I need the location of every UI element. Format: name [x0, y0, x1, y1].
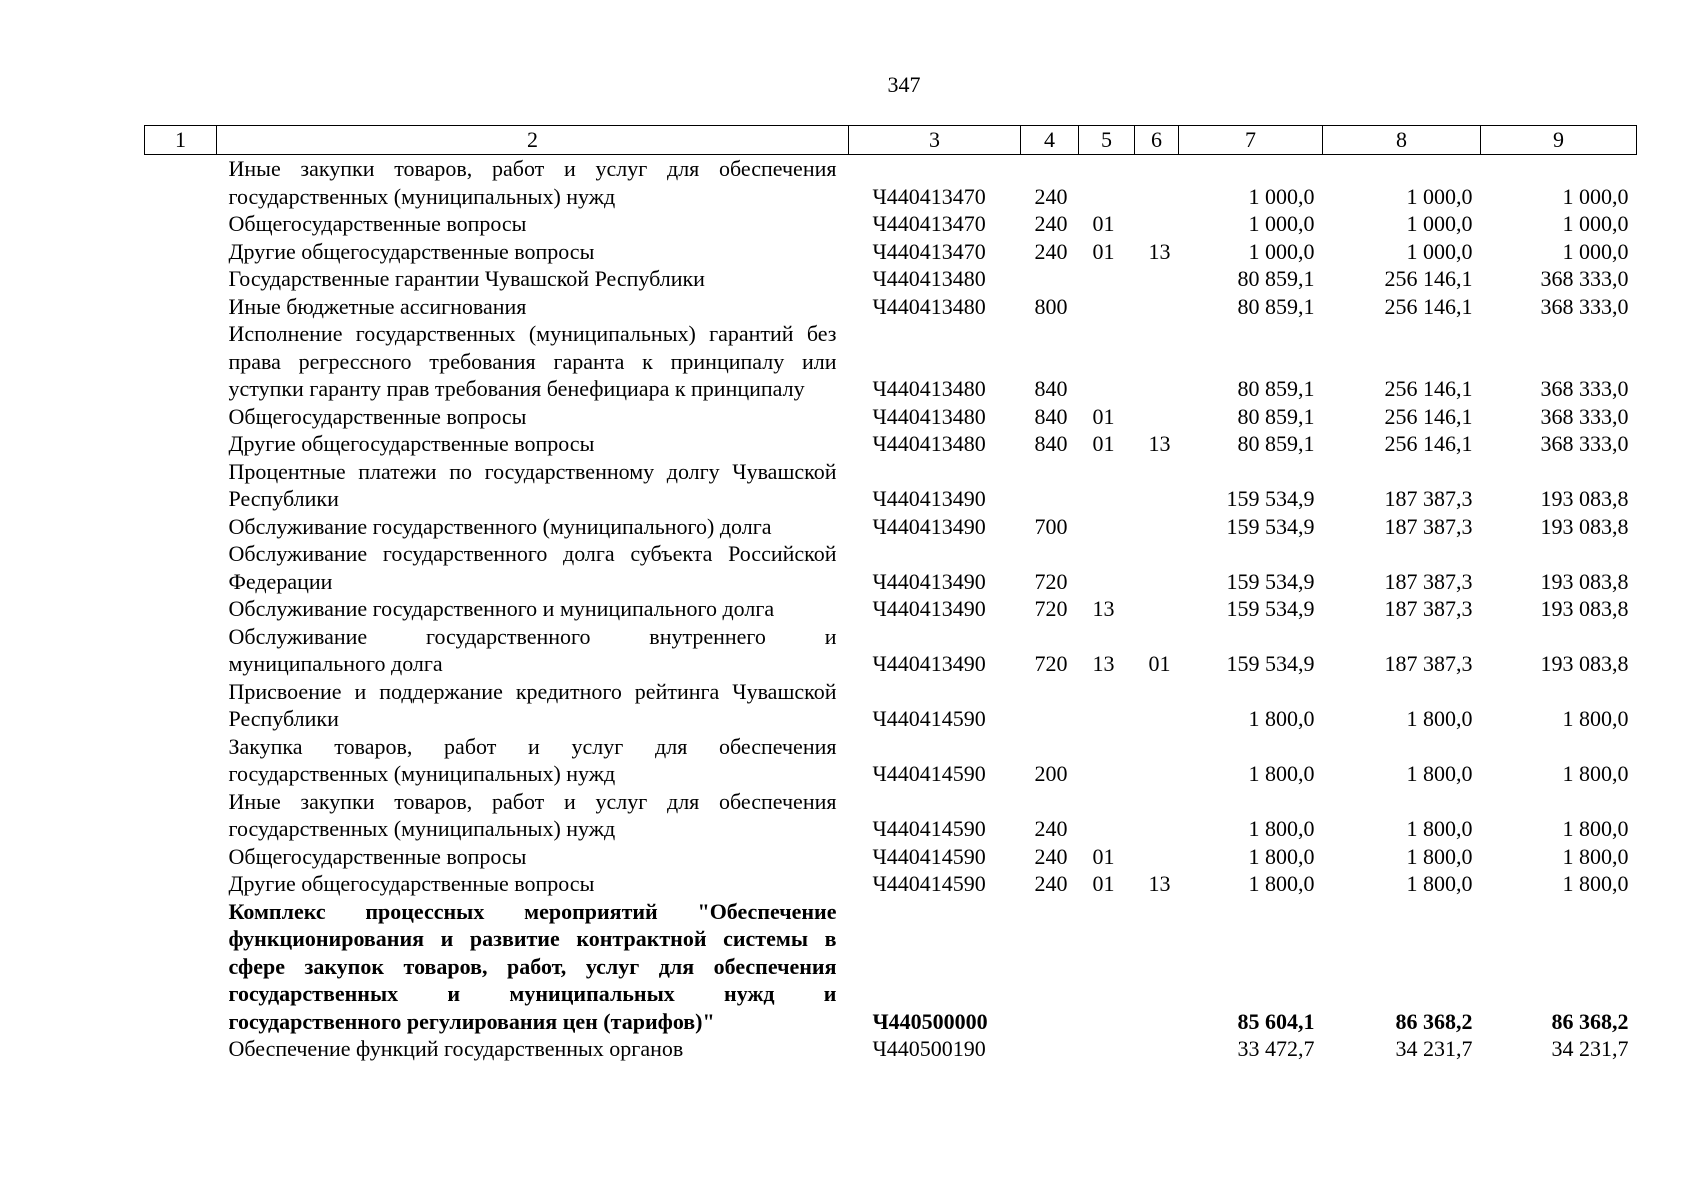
header-col-4: 4 — [1021, 126, 1079, 155]
row-value-3: 1 800,0 — [1562, 761, 1629, 786]
header-col-7: 7 — [1179, 126, 1323, 155]
row-pr — [1135, 595, 1179, 623]
row-code: Ч440413480 — [872, 431, 986, 456]
budget-table — [144, 125, 1637, 1063]
row-name: Обслуживание государственного долга субъекта Российской Федерации — [228, 541, 837, 594]
row-value-3: 193 083,8 — [1540, 596, 1629, 621]
row-rz: 01 — [1092, 211, 1115, 236]
row-value-3: 193 083,8 — [1540, 568, 1629, 594]
row-value-2: 187 387,3 — [1384, 513, 1473, 539]
row-name: Иные закупки товаров, работ и услуг для обеспечения государственных (муниципальных) нужд — [228, 788, 837, 841]
row-col-1 — [145, 595, 217, 623]
row-value-3: 193 083,8 — [1540, 486, 1629, 511]
row-value-1: 159 534,9 — [1226, 651, 1315, 676]
row-value-1: 159 534,9 — [1226, 596, 1315, 621]
row-pr — [1135, 678, 1179, 733]
header-col-3: 3 — [849, 126, 1021, 155]
row-vr — [1021, 458, 1079, 513]
row-value-2: 1 800,0 — [1406, 761, 1473, 786]
row-vr: 720 — [1034, 596, 1068, 621]
row-vr: 240 — [1034, 843, 1068, 869]
table-row — [145, 623, 1637, 678]
row-rz — [1079, 788, 1135, 843]
row-rz — [1079, 540, 1135, 595]
page-number: 347 — [887, 72, 921, 97]
row-col-1 — [145, 870, 217, 898]
row-col-1 — [145, 898, 217, 1036]
table-row — [145, 898, 1637, 1036]
row-value-1: 159 534,9 — [1226, 513, 1315, 539]
row-value-1: 1 800,0 — [1248, 871, 1315, 896]
row-code: Ч440500000 — [872, 1008, 988, 1034]
row-value-2: 256 146,1 — [1384, 431, 1473, 456]
table-row — [145, 238, 1637, 266]
header-col-6: 6 — [1135, 126, 1179, 155]
row-value-3: 86 368,2 — [1551, 1008, 1629, 1034]
row-col-1 — [145, 210, 217, 238]
row-code: Ч440413490 — [872, 486, 986, 511]
row-vr: 800 — [1034, 293, 1068, 319]
row-code: Ч440414590 — [872, 843, 986, 869]
row-vr: 240 — [1034, 238, 1068, 264]
row-value-1: 1 000,0 — [1248, 183, 1315, 209]
row-value-3: 34 231,7 — [1551, 1036, 1629, 1061]
table-row — [145, 788, 1637, 843]
table-row — [145, 733, 1637, 788]
row-code: Ч440413470 — [872, 211, 986, 236]
row-value-3: 1 000,0 — [1562, 211, 1629, 236]
row-value-1: 80 859,1 — [1237, 431, 1315, 456]
row-name: Общегосударственные вопросы — [228, 843, 527, 869]
row-vr: 240 — [1034, 183, 1068, 209]
row-value-3: 1 800,0 — [1562, 871, 1629, 896]
row-col-1 — [145, 238, 217, 266]
row-rz — [1079, 733, 1135, 788]
table-row — [145, 678, 1637, 733]
row-value-2: 1 800,0 — [1406, 871, 1473, 896]
row-vr — [1021, 1035, 1079, 1063]
row-pr: 13 — [1148, 871, 1171, 896]
row-name: Комплекс процессных мероприятий "Обеспечение функционирования и развитие контрактной системы в сфере закупок товаров, работ, услуг для обеспечения государственных и муниципальных нужд и государственного регулирования цен (тарифов)" — [228, 898, 837, 1034]
table-row — [145, 210, 1637, 238]
row-rz — [1079, 265, 1135, 293]
table-row — [145, 155, 1637, 211]
row-rz: 01 — [1092, 843, 1115, 869]
row-rz: 01 — [1092, 403, 1115, 429]
row-rz — [1079, 155, 1135, 211]
row-vr: 240 — [1034, 871, 1068, 896]
table-row — [145, 513, 1637, 541]
table-row — [145, 843, 1637, 871]
row-name: Иные закупки товаров, работ и услуг для обеспечения государственных (муниципальных) нужд — [228, 156, 837, 209]
row-col-1 — [145, 293, 217, 321]
row-value-2: 256 146,1 — [1384, 403, 1473, 429]
row-value-1: 1 800,0 — [1248, 706, 1315, 731]
header-col-5: 5 — [1079, 126, 1135, 155]
row-value-2: 1 800,0 — [1406, 816, 1473, 841]
table-row — [145, 403, 1637, 431]
row-value-3: 1 800,0 — [1562, 816, 1629, 841]
row-code: Ч440413490 — [872, 651, 986, 676]
row-code: Ч440413490 — [872, 513, 986, 539]
row-pr: 13 — [1148, 431, 1171, 456]
row-value-2: 256 146,1 — [1384, 293, 1473, 319]
row-rz: 01 — [1092, 238, 1115, 264]
row-code: Ч440413480 — [872, 266, 986, 291]
row-name: Процентные платежи по государственному долгу Чувашской Республики — [228, 458, 837, 511]
row-value-2: 86 368,2 — [1395, 1008, 1473, 1034]
row-pr — [1135, 540, 1179, 595]
row-rz — [1079, 458, 1135, 513]
row-name: Обслуживание государственного (муниципального) долга — [228, 513, 772, 539]
row-value-3: 368 333,0 — [1540, 293, 1629, 319]
row-vr: 840 — [1034, 376, 1068, 401]
row-value-2: 187 387,3 — [1384, 486, 1473, 511]
row-vr: 720 — [1034, 651, 1068, 676]
row-code: Ч440413480 — [872, 403, 986, 429]
row-value-2: 256 146,1 — [1384, 376, 1473, 401]
row-pr: 01 — [1148, 651, 1171, 676]
row-value-2: 1 000,0 — [1406, 183, 1473, 209]
row-col-1 — [145, 788, 217, 843]
row-col-1 — [145, 430, 217, 458]
row-pr — [1135, 788, 1179, 843]
row-value-3: 193 083,8 — [1540, 513, 1629, 539]
row-name: Присвоение и поддержание кредитного рейтинга Чувашской Республики — [228, 678, 837, 731]
row-code: Ч440500190 — [872, 1036, 986, 1061]
table-body — [145, 155, 1637, 1063]
row-value-2: 1 800,0 — [1406, 706, 1473, 731]
row-value-1: 1 000,0 — [1248, 211, 1315, 236]
row-name: Иные бюджетные ассигнования — [228, 293, 527, 319]
row-value-1: 159 534,9 — [1226, 486, 1315, 511]
row-value-2: 34 231,7 — [1395, 1036, 1473, 1061]
row-value-1: 80 859,1 — [1237, 266, 1315, 291]
row-pr — [1135, 843, 1179, 871]
row-code: Ч440414590 — [872, 761, 986, 786]
row-rz — [1079, 320, 1135, 403]
row-value-3: 368 333,0 — [1540, 403, 1629, 429]
row-pr — [1135, 293, 1179, 321]
row-name: Общегосударственные вопросы — [228, 403, 527, 429]
header-col-8: 8 — [1323, 126, 1481, 155]
header-col-1: 1 — [145, 126, 217, 155]
row-col-1 — [145, 513, 217, 541]
row-vr — [1021, 678, 1079, 733]
row-vr: 240 — [1034, 816, 1068, 841]
row-rz: 13 — [1092, 596, 1115, 621]
row-vr: 240 — [1034, 211, 1068, 236]
row-code: Ч440414590 — [872, 816, 986, 841]
row-pr — [1135, 320, 1179, 403]
row-col-1 — [145, 540, 217, 595]
table-header — [145, 126, 1637, 155]
row-pr — [1135, 513, 1179, 541]
row-code: Ч440414590 — [872, 871, 986, 896]
row-rz — [1079, 1035, 1135, 1063]
row-name: Обслуживание государственного и муниципального долга — [228, 596, 775, 621]
row-value-2: 256 146,1 — [1384, 266, 1473, 291]
header-col-9: 9 — [1481, 126, 1637, 155]
row-value-1: 1 800,0 — [1248, 816, 1315, 841]
row-value-3: 1 000,0 — [1562, 183, 1629, 209]
row-pr — [1135, 458, 1179, 513]
table-row — [145, 430, 1637, 458]
row-code: Ч440413480 — [872, 293, 986, 319]
row-value-1: 159 534,9 — [1226, 568, 1315, 594]
row-col-1 — [145, 733, 217, 788]
row-pr — [1135, 403, 1179, 431]
row-name: Государственные гарантии Чувашской Республики — [228, 266, 705, 291]
row-rz — [1079, 898, 1135, 1036]
row-col-1 — [145, 403, 217, 431]
row-name: Другие общегосударственные вопросы — [228, 431, 595, 456]
header-col-2: 2 — [217, 126, 849, 155]
row-pr — [1135, 210, 1179, 238]
row-name: Другие общегосударственные вопросы — [228, 871, 595, 896]
row-value-3: 1 800,0 — [1562, 843, 1629, 869]
row-value-1: 80 859,1 — [1237, 403, 1315, 429]
row-name: Исполнение государственных (муниципальных) гарантий без права регрессного требования гаранта к принципалу или уступки гаранту прав требования бенефициара к принципалу — [228, 321, 837, 401]
row-col-1 — [145, 843, 217, 871]
row-value-2: 1 000,0 — [1406, 238, 1473, 264]
row-value-3: 193 083,8 — [1540, 651, 1629, 676]
row-value-2: 187 387,3 — [1384, 596, 1473, 621]
row-code: Ч440413470 — [872, 183, 986, 209]
row-name: Другие общегосударственные вопросы — [228, 238, 595, 264]
row-name: Обслуживание государственного внутреннего и муниципального долга — [228, 623, 837, 676]
row-name: Обеспечение функций государственных органов — [228, 1036, 684, 1061]
row-vr — [1021, 265, 1079, 293]
row-col-1 — [145, 458, 217, 513]
row-code: Ч440413490 — [872, 568, 986, 594]
row-rz — [1079, 678, 1135, 733]
row-code: Ч440413480 — [872, 376, 986, 401]
table-row — [145, 870, 1637, 898]
row-pr — [1135, 898, 1179, 1036]
row-col-1 — [145, 1035, 217, 1063]
row-value-1: 1 800,0 — [1248, 761, 1315, 786]
table-row — [145, 458, 1637, 513]
row-value-1: 85 604,1 — [1237, 1008, 1315, 1034]
row-value-2: 1 800,0 — [1406, 843, 1473, 869]
row-vr — [1021, 898, 1079, 1036]
row-value-3: 368 333,0 — [1540, 376, 1629, 401]
row-value-3: 368 333,0 — [1540, 266, 1629, 291]
row-value-1: 1 000,0 — [1248, 238, 1315, 264]
row-pr — [1135, 1035, 1179, 1063]
row-value-2: 187 387,3 — [1384, 651, 1473, 676]
row-col-1 — [145, 320, 217, 403]
row-code: Ч440413490 — [872, 596, 986, 621]
table-row — [145, 595, 1637, 623]
row-pr — [1135, 155, 1179, 211]
row-name: Закупка товаров, работ и услуг для обеспечения государственных (муниципальных) нужд — [228, 733, 837, 786]
row-rz: 13 — [1092, 651, 1115, 676]
row-col-1 — [145, 155, 217, 211]
row-value-1: 80 859,1 — [1237, 293, 1315, 319]
row-col-1 — [145, 265, 217, 293]
row-value-2: 187 387,3 — [1384, 568, 1473, 594]
row-code: Ч440413470 — [872, 238, 986, 264]
row-pr — [1135, 733, 1179, 788]
table-row — [145, 320, 1637, 403]
row-vr: 720 — [1034, 568, 1068, 594]
row-code: Ч440414590 — [872, 706, 986, 731]
row-rz — [1079, 293, 1135, 321]
row-rz: 01 — [1092, 871, 1115, 896]
table-row — [145, 293, 1637, 321]
row-value-1: 80 859,1 — [1237, 376, 1315, 401]
row-value-2: 1 000,0 — [1406, 211, 1473, 236]
row-value-3: 368 333,0 — [1540, 431, 1629, 456]
row-vr: 840 — [1034, 431, 1068, 456]
row-value-1: 33 472,7 — [1237, 1036, 1315, 1061]
row-rz: 01 — [1092, 431, 1115, 456]
row-rz — [1079, 513, 1135, 541]
row-value-3: 1 000,0 — [1562, 238, 1629, 264]
row-pr: 13 — [1148, 238, 1171, 264]
row-pr — [1135, 265, 1179, 293]
row-vr: 200 — [1034, 761, 1068, 786]
table-row — [145, 1035, 1637, 1063]
row-col-1 — [145, 678, 217, 733]
row-vr: 840 — [1034, 403, 1068, 429]
row-name: Общегосударственные вопросы — [228, 211, 527, 236]
table-row — [145, 540, 1637, 595]
row-col-1 — [145, 623, 217, 678]
row-value-3: 1 800,0 — [1562, 706, 1629, 731]
row-value-1: 1 800,0 — [1248, 843, 1315, 869]
header-row — [145, 126, 1637, 155]
table-row — [145, 265, 1637, 293]
row-vr: 700 — [1034, 513, 1068, 539]
